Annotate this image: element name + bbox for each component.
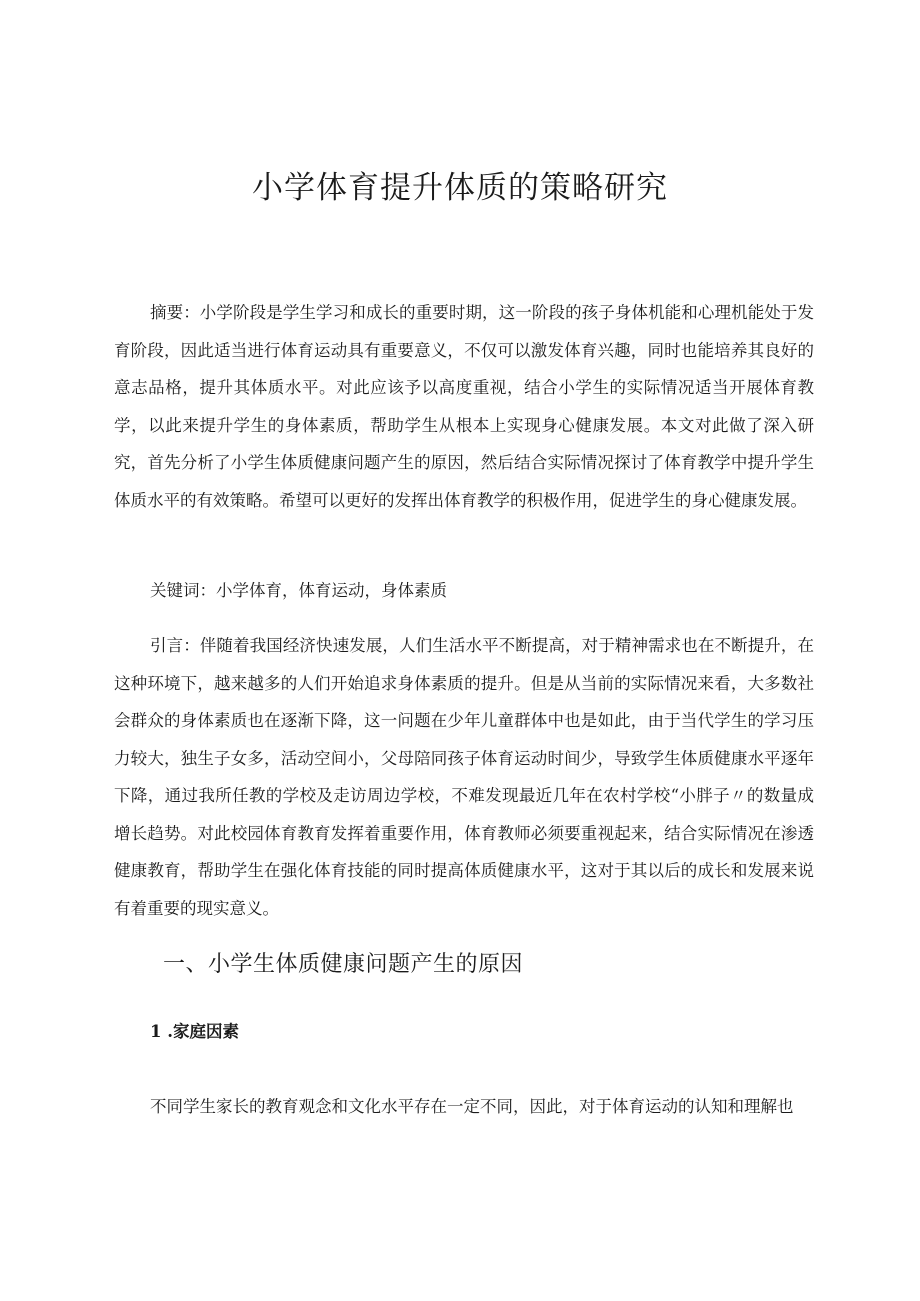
keywords-paragraph: 关键词：小学体育，体育运动，身体素质 [150, 581, 447, 600]
section-heading: 一、小学生体质健康问题产生的原因 [163, 952, 524, 977]
page-title: 小学体育提升体质的策略研究 [252, 170, 668, 206]
abstract-paragraph: 摘要：小学阶段是学生学习和成长的重要时期，这一阶段的孩子身体机能和心理机能处于发育阶段，因此适当进行体育运动具有重要意义，不仅可以激发体育兴趣，同时也能培养其良好的意志品格，提升其体质水平。对此应该予以高度重视，结合小学生的实际情况适当开展体育教学，以此来提升学生的身体素质，帮助学生从根本上实现身心健康发展。本文对此做了深入研究，首先分析了小学生体质健康问题产生的原因，然后结合实际情况探讨了体育教学中提升学生体质水平的有效策略。希望可以更好的发挥出体育教学的积极作用，促进学生的身心健康发展。 [114, 303, 814, 510]
introduction-paragraph: 引言：伴随着我国经济快速发展，人们生活水平不断提高，对于精神需求也在不断提升，在这种环境下，越来越多的人们开始追求身体素质的提升。但是从当前的实际情况来看，大多数社会群众的身体素质也在逐渐下降，这一问题在少年儿童群体中也是如此，由于当代学生的学习压力较大，独生子女多，活动空间小，父母陪同孩子体育运动时间少，导致学生体质健康水平逐年下降，通过我所任教的学校及走访周边学校，不难发现最近几年在农村学校“小胖子〃的数量成增长趋势。对此校园体育教育发挥着重要作用，体育教师必须要重视起来，结合实际情况在渗透健康教育，帮助学生在强化体育技能的同时提高体质健康水平，这对于其以后的成长和发展来说有着重要的现实意义。 [114, 636, 814, 918]
body-paragraph: 不同学生家长的教育观念和文化水平存在一定不同，因此，对于体育运动的认知和理解也 [150, 1097, 794, 1116]
subsection-heading: 1 .家庭因素 [150, 1022, 239, 1041]
